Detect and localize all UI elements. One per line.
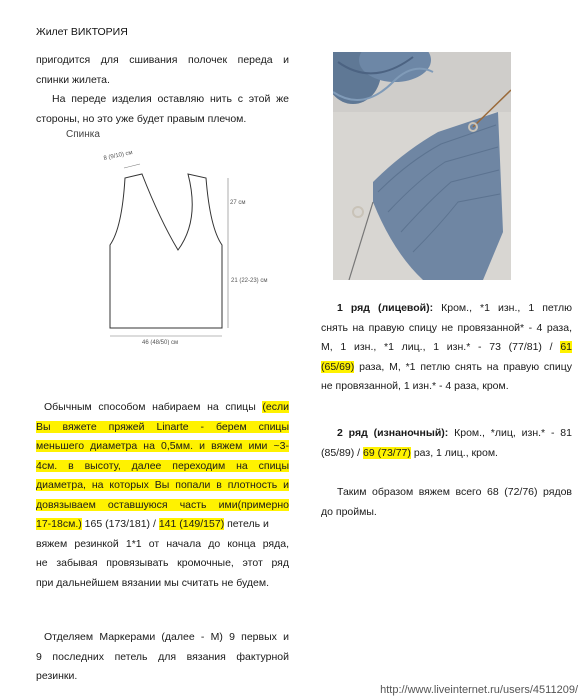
row1-line-3 [321, 338, 572, 358]
row2-line-1 [321, 424, 572, 444]
row2-text: Кром., *лиц, изн.* - 81 [448, 427, 572, 439]
markers-line-1: Отделяем Маркерами (далее - М) 9 первых и [44, 631, 289, 643]
knitting-photo [333, 52, 511, 280]
source-url: http://www.liveinternet.ru/users/4511209/ [380, 684, 578, 696]
highlight-text: 4см. в высоту, далее переходим на спицы [36, 459, 289, 472]
cast-on-line-6 [36, 496, 289, 516]
cast-on-line-4 [36, 457, 289, 477]
rows-total-line-1: Таким образом вяжем всего 68 (72/76) рядов [337, 486, 572, 498]
highlight-text: диаметра, на которых Вы попали в плотность и [36, 479, 289, 491]
cast-on-line-8: вяжем резинкой 1*1 от начала до конца ряда, [36, 537, 289, 550]
cast-on-line-3 [36, 437, 289, 457]
row1-line-4 [321, 358, 572, 378]
intro-line-3: На переде изделия оставляю нить с этой же [52, 93, 289, 105]
row1-text: М, 1 изн., *1 лиц., 1 изн.* - 73 (77/81) / [321, 341, 561, 353]
row1-line-5: не провязанной, 1 изн.* - 4 раза, кром. [321, 380, 509, 392]
highlight-stitch-count: 69 (73/77) [363, 446, 411, 459]
rows-total-paragraph [321, 483, 572, 522]
stitch-text: петель и [224, 518, 269, 530]
rows-total-line-2: до проймы. [321, 505, 377, 518]
cast-on-text: Обычным способом набираем на спицы [44, 401, 263, 413]
highlight-text: Вы вяжете пряжей Linarte - берем спицы [36, 420, 289, 433]
cast-on-line-9: не забывая провязывать кромочные, этот ряд [36, 557, 289, 569]
armhole-dimension-label: 27 см [230, 200, 246, 206]
cast-on-line-7 [36, 515, 289, 535]
shoulder-dimension-line [124, 164, 140, 168]
cast-on-line-2 [36, 418, 289, 438]
highlight-text: (если [262, 401, 289, 413]
row1-line-1 [321, 299, 572, 319]
markers-paragraph [36, 628, 289, 687]
row1-heading: 1 ряд (лицевой): [337, 302, 434, 314]
intro-line-2: спинки жилета. [36, 73, 110, 86]
cast-on-line-1 [36, 398, 289, 418]
stitch-count: 165 (173/181) / [81, 518, 159, 530]
vest-back-outline [110, 174, 222, 328]
shoulder-dimension-label: 8 (9/10) см [103, 149, 134, 162]
highlight-stitch-count: 141 (149/157) [158, 518, 225, 530]
side-dimension-label: 21 (22-23) см [231, 278, 268, 284]
highlight-text: меньшего диаметра на 0,5мм. и вяжем ими ~3- [36, 440, 289, 452]
highlight-text: довязываем оставшуюся часть ими(примерно [36, 498, 289, 511]
cast-on-line-5 [36, 476, 289, 496]
markers-line-2: 9 последних петель для вязания фактурной [36, 650, 289, 663]
highlight-stitch-count: 61 [560, 341, 572, 353]
highlight-stitch-count: (65/69) [321, 360, 355, 373]
row2-line-2 [321, 444, 572, 464]
vest-back-diagram [90, 140, 290, 345]
width-dimension-label: 46 (48/50) см [142, 340, 179, 345]
markers-line-3: резинки. [36, 670, 78, 682]
row2-paragraph [321, 424, 572, 463]
diagram-title: Спинка [66, 129, 100, 140]
intro-line-4: стороны, но это уже будет правым плечом. [36, 112, 247, 125]
cast-on-line-10: при дальнейшем вязании мы считать не будем. [36, 576, 270, 589]
row2-heading: 2 ряд (изнаночный): [337, 427, 449, 439]
cast-on-paragraph [36, 398, 289, 593]
row2-text: раз, 1 лиц., кром. [410, 446, 498, 459]
row1-text: раза, М, *1 петлю снять на правую спицу [354, 360, 572, 373]
row2-text: (85/89) / [321, 446, 364, 459]
intro-line-1: пригодится для сшивания полочек переда и [36, 54, 289, 66]
row1-text: Кром., *1 изн., 1 петлю [433, 302, 572, 314]
row1-paragraph [321, 299, 572, 397]
highlight-text: 17-18см.) [36, 518, 82, 530]
document-title: Жилет ВИКТОРИЯ [36, 26, 128, 38]
row1-line-2: снять на правую спицу не провязанной* - 4 раза, [321, 321, 572, 334]
intro-paragraph [36, 51, 289, 129]
